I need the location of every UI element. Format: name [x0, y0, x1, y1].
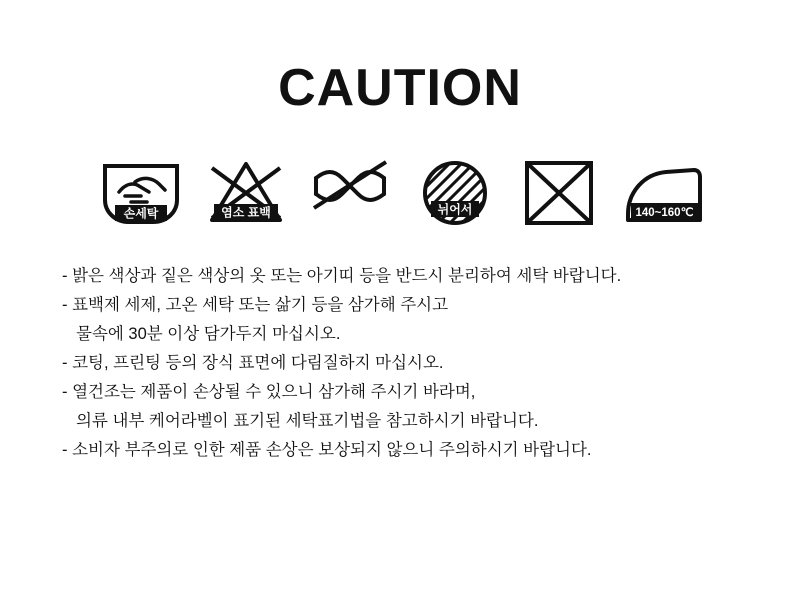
no-chlorine-bleach-icon: [200, 148, 292, 240]
care-note: - 밝은 색상과 짙은 색상의 옷 또는 아기띠 등을 반드시 분리하여 세탁 바랍니다.: [62, 267, 622, 285]
dry-flat-in-shade-label: 뉘어서: [437, 202, 473, 217]
iron-temperature-label: 140~160℃: [635, 207, 694, 219]
care-note: 물속에 30분 이상 담가두지 마십시오.: [76, 325, 341, 343]
care-symbol-row: [95, 148, 710, 240]
care-notes-list: [62, 262, 762, 465]
care-note: - 소비자 부주의로 인한 제품 손상은 보상되지 않으니 주의하시기 바랍니다.: [62, 441, 592, 459]
page-title: CAUTION: [278, 59, 522, 117]
no-wring-icon: [304, 148, 396, 240]
iron-temperature-icon: [618, 148, 710, 240]
no-chlorine-bleach-label: 염소 표백: [220, 205, 271, 220]
care-note: - 표백제 세제, 고온 세탁 또는 삶기 등을 삼가해 주시고: [62, 296, 449, 314]
hand-wash-icon: [95, 148, 187, 240]
care-note: - 열건조는 제품이 손상될 수 있으니 삼가해 주시기 바라며,: [62, 383, 476, 401]
care-note: 의류 내부 케어라벨이 표기된 세탁표기법을 참고하시기 바랍니다.: [76, 412, 539, 430]
no-tumble-dry-icon: [513, 148, 605, 240]
dry-flat-in-shade-icon: [409, 148, 501, 240]
care-note: - 코팅, 프린팅 등의 장식 표면에 다림질하지 마십시오.: [62, 354, 444, 372]
hand-wash-label: 손세탁: [123, 206, 159, 221]
